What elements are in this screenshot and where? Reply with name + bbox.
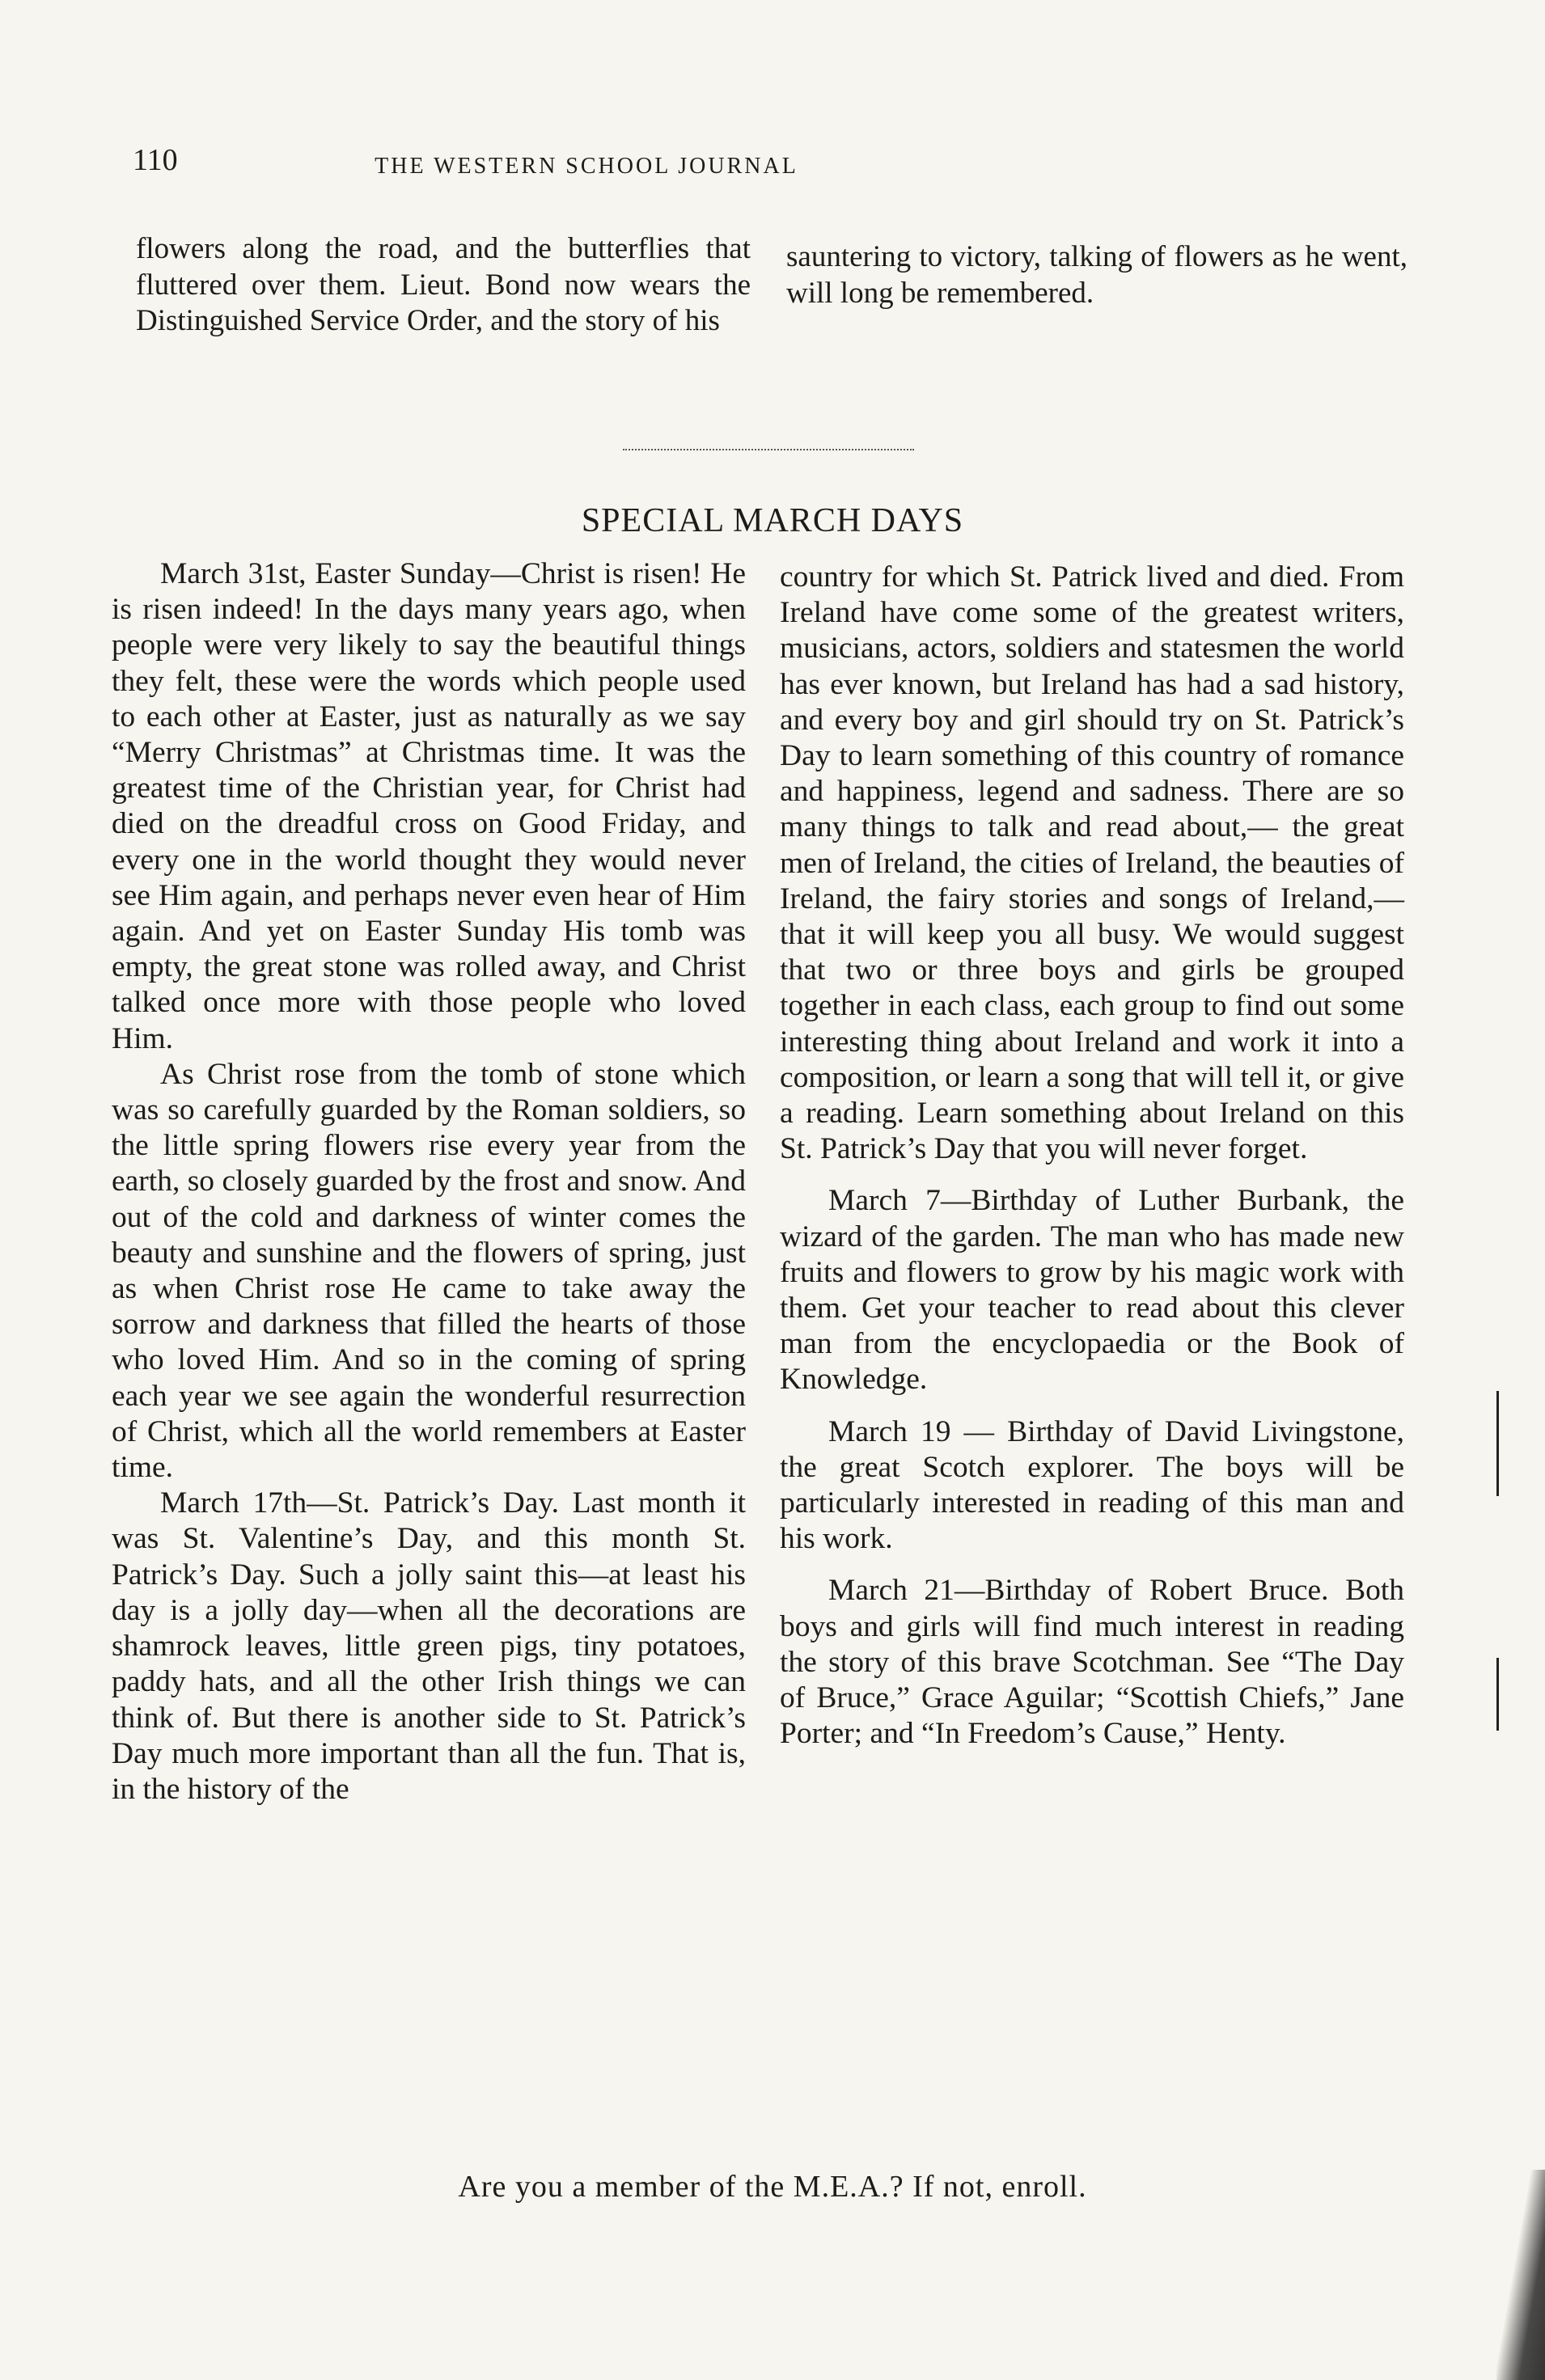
paragraph: March 7—Birthday of Luther Burbank, the wizard of the garden. The man who has made new fruits and flowers to grow by his magic work with them. Get your teacher to read about this clever man from the encyclopaedia or the Book of Knowledge. [780, 1184, 1404, 1397]
paragraph: March 19 — Birthday of David Livingstone, the great Scotch explorer. The boys will be particularly interested in reading of this man and his work. [780, 1414, 1404, 1556]
journal-title: THE WESTERN SCHOOL JOURNAL [375, 154, 798, 179]
paragraph: country for which St. Patrick lived and died. From Ireland have come some of the greatest writers, musicians, actors, soldiers and statesmen the world has ever known, but Ireland has had a sad history, and every boy and girl should try on St. Patrick’s Day to learn something of this country of romance and happiness, legend and sadness. There are so many things to talk and read about,— the great men of Ireland, the cities of Ireland, the beauties of Ireland, the fairy stories and songs of Ireland,—that it will keep you all busy. We would suggest that two or three boys and girls be grouped together in each class, each group to find out some interesting thing about Ireland and work it into a composition, or learn a song that will tell it, or give a reading. Learn something about Ireland on this St. Patrick’s Day that you will never forget. [780, 560, 1404, 1166]
article-column-left [112, 556, 746, 1807]
continued-text-right [786, 239, 1407, 311]
article-column-right [780, 560, 1404, 1752]
paragraph: As Christ rose from the tomb of stone which was so carefully guarded by the Roman soldiers, so the little spring flowers rise every year from the earth, so closely guarded by the frost and snow. And out of the cold and darkness of winter comes the beauty and sunshine and the flowers of spring, just as when Christ rose He came to take away the sorrow and darkness that filled the hearts of those who loved Him. And so in the coming of spring each year we see again the wonderful resurrection of Christ, which all the world remembers at Easter time. [112, 1057, 746, 1485]
section-title: SPECIAL MARCH DAYS [581, 502, 964, 539]
section-divider [623, 449, 914, 450]
scan-edge-shadow [1496, 2170, 1545, 2380]
paragraph: March 17th—St. Patrick’s Day. Last month it was St. Valentine’s Day, and this month St. Patrick’s Day. Such a jolly saint this—at least his day is a jolly day—when all the decorations are shamrock leaves, little green pigs, tiny potatoes, paddy hats, and all the other Irish things we can think of. But there is another side to St. Patrick’s Day much more important than all the fun. That is, in the history of the [112, 1486, 746, 1806]
footer-notice: Are you a member of the M.E.A.? If not, enroll. [458, 2170, 1087, 2204]
page-number: 110 [133, 143, 178, 177]
scan-edge-line [1496, 1658, 1499, 1731]
paragraph: March 31st, Easter Sunday—Christ is risen! He is risen indeed! In the days many years ago, when people were very likely to say the beautiful things they felt, these were the words which people used to each other at Easter, just as naturally as we say “Merry Christmas” at Christmas time. It was the greatest time of the Christian year, for Christ had died on the dreadful cross on Good Friday, and every one in the world thought they would never see Him again, and perhaps never even hear of Him again. And yet on Easter Sunday His tomb was empty, the great stone was rolled away, and Christ talked once more with those people who loved Him. [112, 557, 746, 1055]
paragraph: flowers along the road, and the butterflies that fluttered over them. Lieut. Bond now wears the Distinguished Service Order, and the story of his [136, 232, 751, 337]
continued-text-left [136, 231, 751, 340]
paragraph: sauntering to victory, talking of flowers as he went, will long be remembered. [786, 240, 1407, 310]
page-header [129, 142, 1043, 191]
paragraph: March 21—Birthday of Robert Bruce. Both boys and girls will find much interest in reading the story of this brave Scotchman. See “The Day of Bruce,” Grace Aguilar; “Scottish Chiefs,” Jane Porter; and “In Freedom’s Cause,” Henty. [780, 1574, 1404, 1751]
scan-edge-line [1496, 1391, 1499, 1496]
